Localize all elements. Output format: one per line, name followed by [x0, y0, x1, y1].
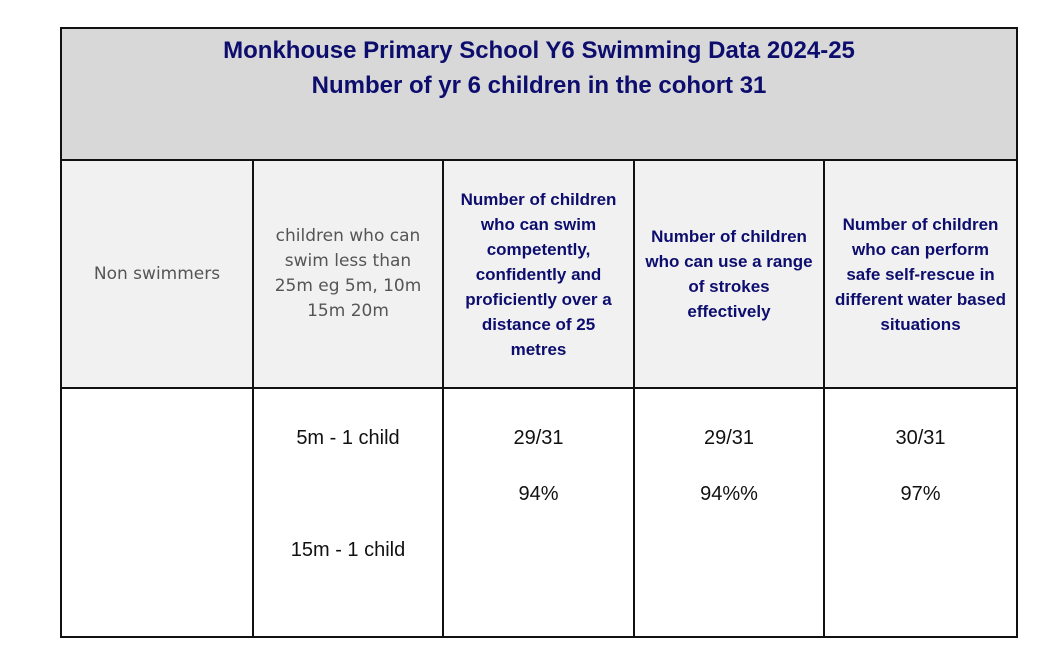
cell-self-rescue: [824, 388, 1017, 637]
title-cell: [61, 28, 1017, 160]
cell-strokes: [634, 388, 824, 637]
swim-25m-count: 29/31: [513, 427, 564, 449]
cell-non-swimmers: [61, 388, 253, 637]
strokes-count: 29/31: [703, 427, 755, 449]
cell-less-than-25m: [253, 388, 443, 637]
self-rescue-count: 30/31: [895, 427, 946, 449]
cohort-line: Number of yr 6 children in the cohort 31: [311, 72, 767, 99]
header-non-swimmers: Non swimmers: [61, 160, 253, 388]
header-less-than-25m: children who can swim less than 25m eg 5m, 10m 15m 20m: [253, 160, 443, 388]
header-strokes: Number of children who can use a range of strokes effectively: [634, 160, 824, 388]
header-self-rescue: Number of children who can perform safe self-rescue in different water based situations: [824, 160, 1017, 388]
self-rescue-percent: 97%: [900, 483, 941, 505]
cell-swim-25m: [443, 388, 634, 637]
swimming-data-table: [60, 27, 1018, 638]
distance-5m: 5m - 1 child: [296, 427, 400, 449]
swim-25m-percent: 94%: [518, 483, 559, 505]
header-swim-25m: Number of children who can swim competently, confidently and proficiently over a distance of 25 metres: [443, 160, 634, 388]
distance-15m: 15m - 1 child: [290, 539, 406, 561]
table-title: Monkhouse Primary School Y6 Swimming Data 2024-25: [223, 37, 855, 64]
strokes-percent: 94%%: [700, 483, 758, 505]
